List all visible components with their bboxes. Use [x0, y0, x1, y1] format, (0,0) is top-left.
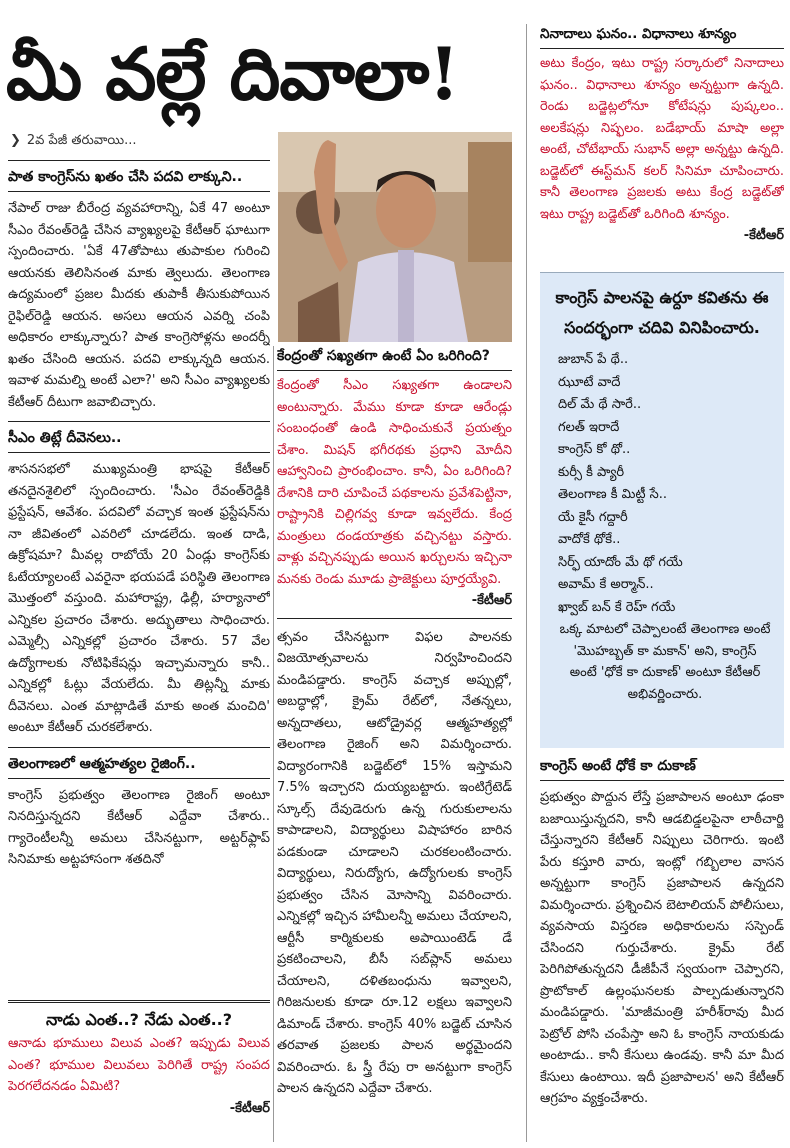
- divider: [8, 421, 270, 422]
- paragraph-rising: కాంగ్రెస్ ప్రభుత్వం తెలంగాణ రైజింగ్ అంటూ నినదిస్తున్నదని కేటీఆర్ ఎద్దేవా చేశారు.. గ్యారెంటీలన్నీ అమలు చేసినట్టుగా, అట్టర్‌ఫ్లాప్ సినిమాకు అట్టహాసంగా శతదినో: [8, 787, 270, 867]
- poem-line: కుర్సీ కీ ప్యారీ: [558, 464, 625, 480]
- poem-line: వాదోకే థోకే..: [558, 532, 621, 547]
- divider: [277, 370, 512, 371]
- left-column: [8, 160, 270, 996]
- poem-line: తెలంగాణ కీ మిట్టీ సే..: [558, 487, 667, 502]
- poem-line: జుబాన్ పే థే..: [558, 352, 629, 367]
- column-separator: [526, 24, 527, 1142]
- divider: [8, 1000, 270, 1003]
- poem-line: గలత్ ఇరాదే: [558, 419, 620, 435]
- paragraph-ak47: నేపాల్ రాజు బీరేంద్ర వ్యవహారాన్ని, ఏకే 47 అంటూ సీఎం రేవంత్‌రెడ్డి చేసిన వ్యాఖ్యలపై కేటీఆర్ ఘాటుగా స్పందించారు. 'ఏకే 47తోపాటు తుపాకుల గురించి ఆయనకు తెలిసినంత మాకు త్వెలుదు. తెలంగాణ ఉద్యమంలో ప్రజల మీదకు తుపాకీ తీసుకుపోయిన రైఫిల్‌రెడ్డి ఆయన. అసలు ఆయన ఎవర్ని చంపి అధికారం లాక్కున్నారు? పాత కాంగ్రెసోళ్లను అందర్నీ ఖతం చేసింది ఆయన. పదవి లాక్కున్నది ఆయన. ఇవాళ మమల్ని అంటే ఎలా?' అని సీఎం వ్యాఖ్యలకు కేటీఆర్ దీటుగా జవాబిచ్చారు.: [8, 201, 270, 410]
- center-question-byline: -కేటీఆర్: [471, 593, 512, 608]
- poem-conclusion: ఒక్క మాటలో చెప్పాలంటే తెలంగాణ అంటే 'మొహబ్బత్ కా మకాన్' అని, కాంగ్రెస్ అంటే 'ధోకే కా దుకాణ్' అంటూ కేటీఆర్ అభివర్ణించారు.: [559, 622, 771, 702]
- column-separator: [273, 346, 274, 1142]
- divider: [540, 48, 784, 49]
- divider: [8, 452, 270, 453]
- divider: [8, 747, 270, 748]
- subheading-cm-blessings: సీఎం తిట్లే దీవెనలు..: [8, 430, 122, 446]
- dhoke-title: కాంగ్రెస్ అంటే ధోకే కా దుకాణ్: [540, 758, 696, 774]
- chevron-right-icon: ❯: [10, 133, 21, 148]
- center-paragraph: త్సవం చేసినట్టుగా విఫల పాలనకు విజయోత్సవాలను నిర్వహించిందని మండిపడ్డారు. కాంగ్రెస్ వచ్చాక అప్పుల్లో, అబద్ధాల్లో, క్రైమ్ రేట్‌లో, నేతన్నలు, అన్నదాతలు, ఆటోడ్రైవర్ల ఆత్మహత్యల్లో తెలంగాణ రైజింగ్ అని విమర్శించారు. విద్యారంగానికి బడ్జెట్‌లో 15% ఇస్తామని 7.5% ఇచ్చారని దుయ్యబట్టారు. ఇంటిగ్రేటెడ్ స్కూల్స్ దేవుడెరుగు ఉన్న గురుకులాలను కాపాడాలని, విద్యార్థులు విషాహారం బారిన పడకుండా చూడాలని చురకలంటించారు. విద్యార్థులు, నిరుద్యోగు, ఉద్యోగులకు కాంగ్రెస్ ప్రభుత్వం చేసిన మోసాన్ని వివరించారు. ఎన్నికల్లో ఇచ్చిన హామీలన్నీ అమలు చేయాలని, ఆర్టీసీ కార్మికులకు అపాయింటెడ్ డే ప్రకటించాలని, బీసీ సబ్‌ప్లాన్ అమలు చేయాలని, దళితబంధును ఇవ్వాలని, గిరిజనులకు కూడా రూ.12 లక్షలు ఇవ్వాలని డిమాండ్ చేశారు. కాంగ్రెస్ 40% బడ్జెట్ చూసిన తరవాత ప్రజలకు పాలన అర్థమైందని వివరించారు. ఓ స్త్రీ రేపు రా అనట్టుగా కాంగ్రెస్ పాలన ఉన్నదని ఎద్దేవా చేశారు.: [277, 629, 512, 1096]
- paragraph-assembly: శాసనసభలో ముఖ్యమంత్రి భాషపై కేటీఆర్ తనదైనశైలిలో స్పందించారు. 'సీఎం రేవంత్‌రెడ్డికి ఫ్రస్టేషన్, ఆవేశం. పదవిలో వచ్చాక ఇంత ఫ్రస్టేషన్‌ను నా జీవితంలో ఎవరిలో చూడలేదు. ఇంత దాడి, ఉక్రోషమా? మీవల్ల రాబోయే 20 ఏండ్లు కాంగ్రెస్‌కు ఓటేయ్యాలంటే ఎవరైనా భయపడే పరిస్థితి తెలంగాణ మొత్తంలో వస్తుంది. మహారాష్ట్ర, ఢిల్లీ, హర్యానాలో ఎన్నికల ప్రచారం చేశారు. అద్భుతాలు సాధించారు. ఎమ్మెల్సీ ఎన్నికల్లో ప్రచారం చేశారు. 57 వేల ఉద్యోగాలకు నోటిఫికేషన్లు ఇచ్చామన్నారు కానీ.. ఎన్నికల్లో ఓట్లు వేయలేదు. మీ తిట్లన్నీ మాకు దీవెనలు. ఎంత మాట్లాడితే మాకు అంత మంచిది' అంటూ కేటీఆర్ చురకలేశారు.: [8, 462, 270, 735]
- dhoke-paragraph: ప్రభుత్వం పొద్దున లేస్తే ప్రజాపాలన అంటూ ఢంకా బజాయిస్తున్నదని, కానీ ఆడబిడ్డలపైనా లాఠీచార్జి చేస్తున్నారని కేటీఆర్ నిప్పులు చెరిగారు. ఇంటి పేరు కస్తూరి వారు, ఇంట్లో గబ్బిలాల వాసన అన్నట్టుగా కాంగ్రెస్ ప్రజాపాలన ఉన్నదని విమర్శించారు. ప్రశ్నించిన బెటాలియన్ పోలీసులు, వ్యవసాయ విస్తరణ అధికారులను సస్పెండ్ చేసిందని గుర్తుచేశారు. క్రైమ్ రేట్ పెరిగిపోతున్నదని డీజీపీనే స్వయంగా చెప్పారని, ప్రొటోకాల్ ఉల్లంఘనలకు పాల్పడుతున్నారని మండిపడ్డారు. 'మాజీమంత్రి హరీశ్‌రావు మీద పెట్రోల్ పోసి చంపేస్తా అని ఓ కాంగ్రెస్ నాయకుడు అంటాడు.. కానీ కేసులు ఉండవు. కానీ మా మీద కేసులు ఉంటాయి. ఇదీ ప్రజాపాలన' అని కేటీఆర్ ఆగ్రహం వ్యక్తంచేశారు.: [540, 790, 784, 1106]
- poem-title: కాంగ్రెస్ పాలనపై ఉర్దూ కవితను ఈ సందర్భంగా చదివి వినిపించారు.: [555, 288, 769, 337]
- urdu-poem-box: [540, 272, 784, 748]
- nadu-byline: -కేటీఆర్: [229, 1100, 270, 1116]
- slogans-title: నినాదాలు ఘనం.. విధానాలు శూన్యం: [540, 26, 737, 42]
- poem-line: కాంగ్రెస్ కో థో..: [558, 442, 631, 457]
- center-question-title: కేంద్రంతో సఖ్యతగా ఉంటే ఏం ఒరిగింది?: [277, 348, 490, 364]
- poem-line: దిల్ మే థే సారే..: [558, 397, 642, 412]
- divider: [540, 780, 784, 781]
- divider: [8, 778, 270, 779]
- speaker-photo: [278, 132, 512, 342]
- nadu-box: [8, 1000, 270, 1142]
- right-top: [540, 24, 784, 266]
- subheading-suicides: తెలంగాణలో ఆత్మహత్యల రైజింగ్..: [8, 755, 196, 772]
- poem-line: యే కైసీ గద్దారీ: [558, 509, 628, 525]
- poem-line: సిర్ఫ్ యాదోం మే థో గయే: [558, 554, 683, 570]
- slogans-byline: -కేటీఆర్: [743, 228, 784, 243]
- subheading-old-congress: పాత కాంగ్రెస్‌ను ఖతం చేసి పదవి లాక్కుని..: [8, 169, 243, 185]
- slogans-paragraph: అటు కేంద్రం, ఇటు రాష్ట్ర సర్కారులో నినాదాలు ఘనం.. విధానాలు శూన్యం అన్నట్టుగా ఉన్నది. రెండు బడ్జెట్లలోనూ కోటేషన్లు పుష్కలం.. అలకేషన్లు నిష్ఫలం. బడేభాయ్ మాషా అల్లా అంటే, చోటేభాయ్ సుభాన్ అల్లా అన్నట్టు ఉన్నది. బడ్జెట్‌లో ఈస్ట్‌మన్ కలర్ సినిమా చూపించారు. కానీ తెలంగాణ ప్రజలకు అటు కేంద్ర బడ్జెట్‌తో ఇటు రాష్ట్ర బడ్జెట్‌తో ఒరిగింది శూన్యం.: [540, 56, 784, 222]
- nadu-paragraph: ఆనాడు భూములు విలువ ఎంత? ఇప్పుడు విలువ ఎంత? భూముల విలువలు పెరిగితే రాష్ట్ర సంపద పెరగలేదనడం ఏమిటి?: [8, 1036, 270, 1094]
- divider: [8, 191, 270, 192]
- poem-line: ఖ్వాబ్ బన్ కే రెహ్ గయే: [558, 599, 676, 615]
- center-column: [277, 346, 512, 1142]
- headline: మీ వల్లే దివాలా!: [6, 31, 459, 116]
- poem-line: అవామ్ కే అర్మాన్..: [558, 577, 654, 592]
- continuation-note: [10, 133, 137, 151]
- speaker-photo-art: [278, 132, 512, 342]
- divider: [8, 160, 270, 161]
- nadu-title: నాడు ఎంత..? నేడు ఎంత..?: [45, 1010, 233, 1029]
- continuation-text: 2వ పేజీ తరువాయి...: [26, 133, 137, 148]
- right-bottom: [540, 756, 784, 1142]
- divider: [277, 618, 512, 619]
- center-question-paragraph: కేంద్రంతో సీఎం సఖ్యతగా ఉండాలని అంటున్నారు. మేము కూడా కూడా ఆరేండ్లు సంబంధంతో ఉండి సాధించుకునే ప్రయత్నం చేశాం. మిషన్ భగీరథకు ప్రధాని మోదీని ఆహ్వానించి ప్రారంభించాం. కానీ, ఏం ఒరిగింది? దేశానికి దారి చూపించే పథకాలను ప్రవేశపెట్టినా, రాష్ట్రానికి చిల్లిగవ్వ కూడా ఇవ్వలేదు. కేంద్ర మంత్రులు దండయాత్రకు వచ్చినట్టు వస్తారు. వాళ్లు వచ్చినప్పుడు అయిన ఖర్చులను ఇచ్చినా మనకు రెండు మూడు ప్రాజెక్టులు పూర్తయ్యేవి.: [277, 378, 512, 587]
- poem-line: ఝూటే వాదే: [558, 374, 621, 390]
